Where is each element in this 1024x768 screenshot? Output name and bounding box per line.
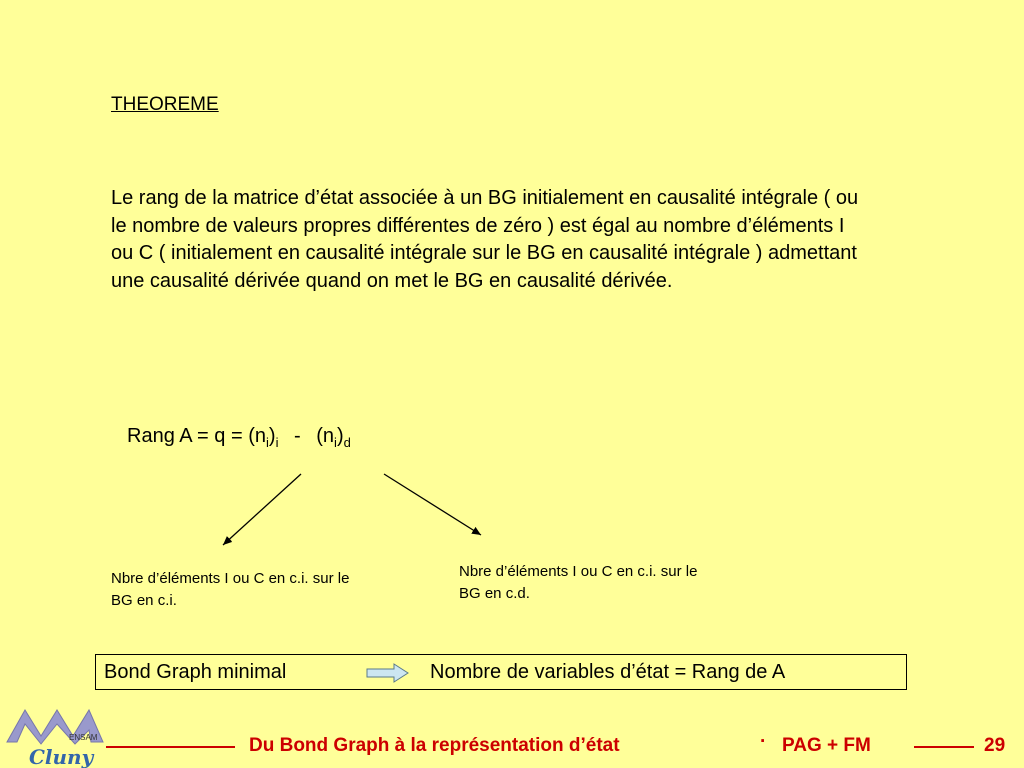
- footer-title: Du Bond Graph à la représentation d’état: [249, 735, 620, 756]
- note-right: Nbre d’éléments I ou C en c.i. sur le BG en c.d.: [459, 563, 698, 602]
- formula-sub: i: [266, 435, 269, 450]
- formula-sub: i: [275, 435, 279, 450]
- block-arrow-icon: [366, 663, 410, 683]
- logo-small-text: ENSAM: [69, 733, 98, 742]
- ensam-cluny-logo: [3, 702, 105, 768]
- footer-separator: ·: [760, 731, 767, 752]
- arrow-left: [223, 474, 301, 545]
- formula-open: (n: [316, 425, 335, 447]
- logo-script-text: Cluny: [29, 745, 94, 768]
- formula-minus: -: [294, 425, 301, 447]
- footer-authors: PAG + FM: [782, 735, 871, 756]
- theorem-paragraph: Le rang de la matrice d’état associée à un BG initialement en causalité intégrale ( ou le nombre de valeurs propres différentes de zéro ) est égal au nombre d’éléments I ou C ( initialement en causalité intégrale sur le BG en causalité intégrale ) admettant une causalité dérivée quand on met le BG en causalité dérivée.: [111, 187, 859, 292]
- formula-sub: i: [334, 435, 337, 450]
- footer-rule-left: [106, 746, 235, 748]
- formula-lhs: Rang A = q = (n: [127, 425, 266, 447]
- footer-rule-right: [914, 746, 974, 748]
- arrow-right: [384, 474, 481, 535]
- box-right-text: Nombre de variables d’état = Rang de A: [430, 661, 786, 683]
- box-left-text: Bond Graph minimal: [104, 661, 287, 683]
- note-left: Nbre d’éléments I ou C en c.i. sur le BG en c.i.: [111, 570, 350, 609]
- page-number: 29: [984, 735, 1006, 756]
- formula-close: ): [336, 425, 344, 447]
- slide-title: THEOREME: [111, 94, 219, 115]
- formula-sub: d: [343, 435, 351, 450]
- conclusion-box: [95, 654, 907, 690]
- formula-close: ): [268, 425, 276, 447]
